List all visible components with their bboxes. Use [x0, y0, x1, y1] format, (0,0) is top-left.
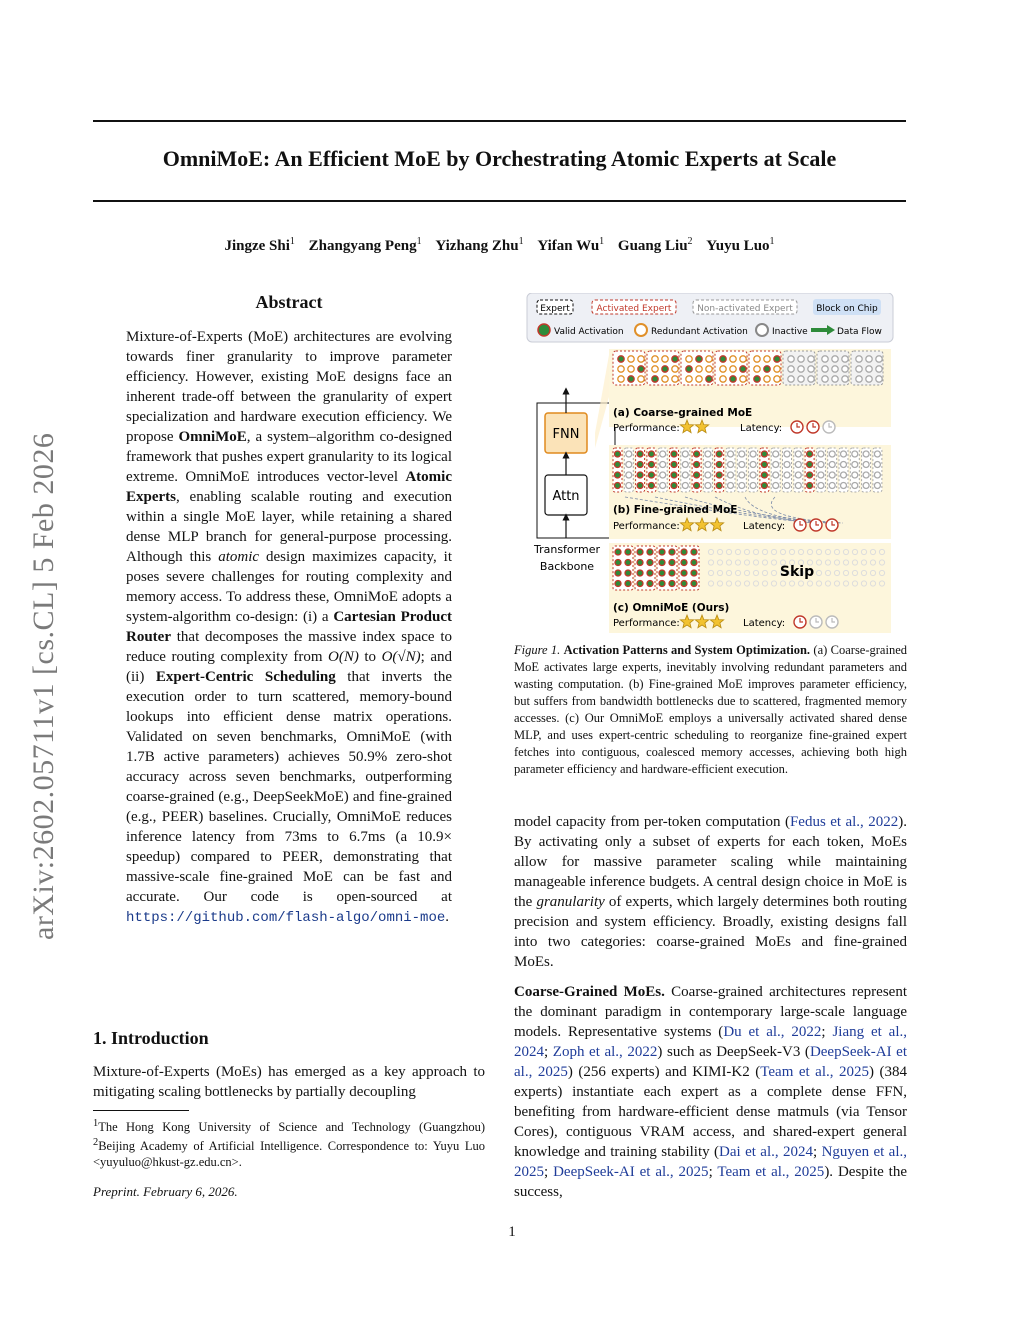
activation-dot: [686, 366, 692, 372]
activation-dot: [829, 483, 835, 489]
activation-dot: [628, 366, 634, 372]
code-link[interactable]: https://github.com/flash-algo/omni-moe: [126, 910, 446, 926]
activation-dot: [754, 356, 760, 362]
activation-dot: [852, 462, 858, 468]
activation-dot: [832, 366, 838, 372]
author: Zhangyang Peng$^1$: [308, 236, 422, 254]
legend-inactive: Inactive: [772, 327, 808, 337]
activation-dot: [876, 356, 882, 362]
activation-dot: [662, 376, 668, 382]
activation-dot: [750, 472, 756, 478]
activation-dot: [696, 366, 702, 372]
activation-dot: [669, 560, 675, 566]
activation-dot: [740, 356, 746, 362]
right-paragraph-1: model capacity from per-token computation (Fedus et al., 2022). By activating only a subset of experts for each token, MoEs allow for massive parameter scaling while maintaining manageable inference budgets. A central design choice in MoE is the granularity of experts, which largely determines both routing precision and system efficiency. Broadly, existing designs fall into two categories: coarse-grained MoEs and fine-grained MoEs.: [514, 814, 908, 970]
activation-dot: [818, 472, 824, 478]
activation-dot: [863, 472, 869, 478]
activation-dot: [773, 483, 779, 489]
activation-dot: [615, 560, 621, 566]
page-number: 1: [508, 1224, 516, 1240]
activation-dot: [841, 472, 847, 478]
activation-dot: [829, 472, 835, 478]
panel-a-title: (a) Coarse-grained MoE: [613, 407, 753, 419]
activation-dot: [637, 472, 643, 478]
activation-dot: [637, 581, 643, 587]
activation-dot: [716, 451, 722, 457]
activation-dot: [669, 549, 675, 555]
activation-dot: [730, 356, 736, 362]
activation-dot: [764, 356, 770, 362]
activation-dot: [659, 581, 665, 587]
activation-dot: [652, 356, 658, 362]
activation-dot: [876, 376, 882, 382]
footnote-rule: [93, 1110, 189, 1111]
arxiv-identifier: arXiv:2602.05711v1 [cs.CL] 5 Feb 2026: [27, 432, 60, 940]
activation-dot: [681, 549, 687, 555]
citation-link[interactable]: Fedus et al., 2022: [789, 814, 899, 830]
activation-dot: [628, 356, 634, 362]
activation-dot: [672, 376, 678, 382]
legend-dataflow: Data Flow: [837, 327, 882, 337]
activation-dot: [660, 451, 666, 457]
activation-dot: [754, 366, 760, 372]
activation-dot: [648, 451, 654, 457]
activation-dot: [637, 549, 643, 555]
activation-dot: [863, 462, 869, 468]
activation-dot: [795, 472, 801, 478]
citation-link[interactable]: Du et al., 2022: [723, 1024, 822, 1040]
activation-dot: [829, 451, 835, 457]
figure-activation-patterns: [525, 293, 900, 638]
activation-dot: [798, 376, 804, 382]
activation-dot: [740, 366, 746, 372]
activation-dot: [672, 356, 678, 362]
activation-dot: [615, 549, 621, 555]
citation-link[interactable]: Nguyen et al., 2025: [514, 1144, 907, 1180]
legend-inactive-icon: [756, 324, 768, 336]
activation-dot: [694, 483, 700, 489]
activation-dot: [774, 356, 780, 362]
activation-dot: [761, 451, 767, 457]
activation-dot: [647, 549, 653, 555]
author: Yizhang Zhu$^1$: [435, 236, 524, 254]
activation-dot: [625, 570, 631, 576]
activation-dot: [788, 366, 794, 372]
activation-dot: [681, 570, 687, 576]
citation-link[interactable]: Team et al., 2025: [717, 1164, 825, 1180]
activation-dot: [615, 451, 621, 457]
activation-dot: [691, 581, 697, 587]
activation-dot: [706, 356, 712, 362]
activation-dot: [818, 451, 824, 457]
activation-dot: [874, 483, 880, 489]
activation-dot: [739, 462, 745, 468]
legend-activated: Activated Expert: [596, 304, 672, 314]
activation-dot: [615, 472, 621, 478]
activation-dot: [647, 560, 653, 566]
activation-dot: [626, 472, 632, 478]
activation-dot: [648, 462, 654, 468]
activation-dot: [625, 549, 631, 555]
activation-dot: [750, 462, 756, 468]
activation-dot: [773, 462, 779, 468]
activation-dot: [637, 451, 643, 457]
activation-dot: [662, 366, 668, 372]
figure-caption: Figure 1. Activation Patterns and System Optimization. (a) Coarse-grained MoE activates large experts, inevitably involving redundant parameters and wasting computation. (b) Fine-grained MoE improves parameter efficiency, but suffers from bandwidth bottlenecks due to scattered, fragmented memory accesses. (c) Our OmniMoE employs a universally activated shared dense MLP, and uses expert-centric scheduling to reorganize fine-grained expert fetches into contiguous, coalesced memory accesses, achieving both high parameter efficiency and hardware-efficient execution.: [514, 643, 908, 776]
abstract-body: Mixture-of-Experts (MoE) architectures are evolving towards finer granularity to improve parameter efficiency. However, existing MoE designs face an inherent trade-off between the granularity of expert specialization and hardware execution efficiency. We propose OmniMoE, a system–algorithm co-designed framework that pushes expert granularity to its logical extreme. OmniMoE introduces vector-level Atomic Experts, enabling scalable routing and execution within a single MoE layer, while retaining a shared dense MLP branch for general-purpose processing. Although this atomic design maximizes capacity, it poses severe challenges for routing complexity and memory access. To address these, OmniMoE adopts a system-algorithm co-design: (i) a Cartesian Product Router that decomposes the massive index space to reduce routing complexity from O(N) to O(√N); and (ii) Expert-Centric Scheduling that inverts the execution order to turn scattered, memory-bound lookups into efficient dense matrix operations. Validated on seven benchmarks, OmniMoE (with 1.7B active parameters) achieves 50.9% zero-shot accuracy across seven benchmarks, outperforming coarse-grained (e.g., DeepSeekMoE) and fine-grained (e.g., PEER) baselines. Crucially, OmniMoE reduces inference latency from 73ms to 6.7ms (a 10.9× speedup) compared to PEER, demonstrating that massive-scale fine-grained MoE can be fast and accurate. Our code is open-sourced at https://github.com/flash-algo/omni-moe.: [126, 329, 453, 926]
activation-dot: [671, 472, 677, 478]
activation-dot: [671, 462, 677, 468]
activation-dot: [720, 376, 726, 382]
activation-dot: [773, 451, 779, 457]
activation-dot: [705, 451, 711, 457]
activation-dot: [705, 462, 711, 468]
preprint-note: Preprint. February 6, 2026.: [93, 1184, 238, 1199]
intro-paragraph: Mixture-of-Experts (MoEs) has emerged as a key approach to mitigating scaling bottlenecks by partially decoupling: [93, 1064, 485, 1100]
panel-a-latency: Latency:: [740, 423, 783, 434]
activation-dot: [808, 366, 814, 372]
activation-dot: [842, 376, 848, 382]
activation-dot: [739, 472, 745, 478]
activation-dot: [730, 376, 736, 382]
backbone-label-line1: Transformer: [533, 543, 601, 556]
activation-dot: [662, 356, 668, 362]
activation-dot: [795, 462, 801, 468]
activation-dot: [807, 472, 813, 478]
activation-dot: [682, 483, 688, 489]
attn-label: Attn: [552, 489, 580, 504]
activation-dot: [739, 451, 745, 457]
activation-dot: [686, 376, 692, 382]
activation-dot: [784, 451, 790, 457]
activation-dot: [728, 462, 734, 468]
activation-dot: [672, 366, 678, 372]
activation-dot: [750, 483, 756, 489]
activation-dot: [842, 356, 848, 362]
activation-dot: [615, 462, 621, 468]
citation-link[interactable]: Zoph et al., 2022: [552, 1044, 658, 1060]
activation-dot: [637, 560, 643, 566]
panel-c-performance: Performance:: [613, 618, 680, 629]
activation-dot: [728, 472, 734, 478]
affiliation-footnote: $^1$The Hong Kong University of Science and Technology (Guangzhou) $^2$Beijing Academy of Artificial Intelligence. Correspondence to: Yuyu Luo <yuyuluo@hkust-gz.edu.cn>.: [93, 1118, 485, 1170]
activation-dot: [761, 462, 767, 468]
author: Yuyu Luo$^1$: [706, 236, 775, 254]
activation-dot: [795, 451, 801, 457]
activation-dot: [754, 376, 760, 382]
activation-dot: [705, 483, 711, 489]
activation-dot: [648, 472, 654, 478]
activation-dot: [784, 472, 790, 478]
activation-dot: [822, 356, 828, 362]
activation-dot: [691, 570, 697, 576]
section-heading-introduction: 1. Introduction: [93, 1028, 209, 1048]
activation-dot: [659, 549, 665, 555]
activation-dot: [764, 366, 770, 372]
activation-dot: [740, 376, 746, 382]
activation-dot: [637, 462, 643, 468]
activation-dot: [626, 462, 632, 468]
activation-dot: [841, 451, 847, 457]
top-rule: [93, 120, 906, 122]
activation-dot: [671, 451, 677, 457]
activation-dot: [638, 356, 644, 362]
activation-dot: [841, 462, 847, 468]
activation-dot: [852, 472, 858, 478]
activation-dot: [660, 462, 666, 468]
activation-dot: [638, 376, 644, 382]
activation-dot: [696, 376, 702, 382]
activation-dot: [671, 483, 677, 489]
activation-dot: [874, 451, 880, 457]
activation-dot: [784, 483, 790, 489]
activation-dot: [788, 356, 794, 362]
activation-dot: [808, 376, 814, 382]
activation-dot: [818, 462, 824, 468]
activation-dot: [720, 366, 726, 372]
skip-label: Skip: [779, 564, 815, 580]
activation-dot: [822, 376, 828, 382]
activation-dot: [866, 376, 872, 382]
activation-dot: [852, 483, 858, 489]
activation-dot: [866, 366, 872, 372]
activation-dot: [807, 462, 813, 468]
activation-dot: [764, 376, 770, 382]
citation-link[interactable]: DeepSeek-AI et al., 2025: [553, 1164, 709, 1180]
activation-dot: [874, 472, 880, 478]
panel-c-latency: Latency:: [743, 618, 786, 629]
activation-dot: [795, 483, 801, 489]
panel-b-latency: Latency:: [743, 521, 786, 532]
activation-dot: [691, 560, 697, 566]
activation-dot: [829, 462, 835, 468]
activation-dot: [626, 483, 632, 489]
activation-dot: [856, 356, 862, 362]
activation-dot: [822, 366, 828, 372]
activation-dot: [659, 560, 665, 566]
activation-dot: [625, 581, 631, 587]
activation-dot: [681, 560, 687, 566]
activation-dot: [696, 356, 702, 362]
activation-dot: [798, 356, 804, 362]
activation-dot: [618, 356, 624, 362]
activation-dot: [728, 483, 734, 489]
activation-dot: [852, 451, 858, 457]
activation-dot: [647, 581, 653, 587]
activation-dot: [648, 483, 654, 489]
backbone-label-line2: Backbone: [539, 560, 595, 573]
activation-dot: [728, 451, 734, 457]
activation-dot: [652, 366, 658, 372]
activation-dot: [761, 472, 767, 478]
activation-dot: [716, 472, 722, 478]
activation-dot: [615, 483, 621, 489]
paper-title: OmniMoE: An Efficient MoE by Orchestrating Atomic Experts at Scale: [162, 146, 837, 171]
panel-b-performance: Performance:: [613, 521, 680, 532]
author: Yifan Wu$^1$: [537, 236, 605, 254]
activation-dot: [706, 366, 712, 372]
legend-valid-icon: [538, 324, 550, 336]
activation-dot: [647, 570, 653, 576]
activation-dot: [615, 570, 621, 576]
activation-dot: [807, 451, 813, 457]
activation-dot: [638, 366, 644, 372]
activation-dot: [863, 451, 869, 457]
activation-dot: [856, 376, 862, 382]
activation-dot: [618, 366, 624, 372]
activation-dot: [669, 570, 675, 576]
activation-dot: [841, 483, 847, 489]
activation-dot: [637, 483, 643, 489]
activation-dot: [706, 376, 712, 382]
activation-dot: [739, 483, 745, 489]
legend-redundant: Redundant Activation: [651, 327, 748, 337]
activation-dot: [694, 451, 700, 457]
activation-dot: [615, 581, 621, 587]
activation-dot: [856, 366, 862, 372]
citation-link[interactable]: Team et al., 2025: [760, 1064, 870, 1080]
activation-dot: [842, 366, 848, 372]
activation-dot: [750, 451, 756, 457]
activation-dot: [669, 581, 675, 587]
legend-expert: Expert: [540, 304, 570, 314]
activation-dot: [660, 472, 666, 478]
panel-b-title: (b) Fine-grained MoE: [613, 504, 738, 516]
fnn-label: FNN: [552, 427, 580, 442]
author-list: [93, 236, 906, 255]
activation-dot: [808, 356, 814, 362]
activation-dot: [682, 451, 688, 457]
activation-dot: [626, 451, 632, 457]
right-paragraph-2: Coarse-Grained MoEs. Coarse-grained architectures represent the dominant paradigm in contemporary large-scale language models. Representative systems (Du et al., 2022; Jiang et al., 2024; Zoph et al., 2022) such as DeepSeek-V3 (DeepSeek-AI et al., 2025) (256 experts) and KIMI-K2 (Team et al., 2025) (384 experts) instantiate each expert as a complete dense FFN, benefiting from hardware-efficient dense matmuls (via Tensor Cores), contiguous VRAM access, and shared-expert general knowledge and training stability (Dai et al., 2024; Nguyen et al., 2025; DeepSeek-AI et al., 2025; Team et al., 2025). Despite the success,: [514, 984, 908, 1200]
activation-dot: [876, 366, 882, 372]
activation-dot: [866, 356, 872, 362]
activation-dot: [788, 376, 794, 382]
citation-link[interactable]: Jiang et al., 2024: [514, 1024, 907, 1060]
author: Jingze Shi$^1$: [224, 236, 295, 254]
activation-dot: [774, 376, 780, 382]
activation-dot: [716, 483, 722, 489]
legend-valid: Valid Activation: [554, 327, 624, 337]
activation-dot: [637, 570, 643, 576]
abstract-heading: Abstract: [255, 292, 323, 312]
activation-dot: [618, 376, 624, 382]
activation-dot: [832, 356, 838, 362]
legend-block: Block on Chip: [816, 304, 878, 314]
legend-redundant-icon: [635, 324, 647, 336]
activation-dot: [625, 560, 631, 566]
activation-dot: [694, 472, 700, 478]
citation-link[interactable]: DeepSeek-AI et al., 2025: [514, 1044, 907, 1080]
activation-dot: [681, 581, 687, 587]
activation-dot: [874, 462, 880, 468]
author: Guang Liu$^2$: [617, 236, 693, 254]
legend-non-activated: Non-activated Expert: [697, 304, 793, 314]
activation-dot: [716, 462, 722, 468]
activation-dot: [761, 483, 767, 489]
activation-dot: [705, 472, 711, 478]
title-bottom-rule: [93, 200, 906, 202]
activation-dot: [863, 483, 869, 489]
activation-dot: [818, 483, 824, 489]
citation-link[interactable]: Dai et al., 2024: [719, 1144, 814, 1160]
activation-dot: [784, 462, 790, 468]
activation-dot: [774, 366, 780, 372]
activation-dot: [652, 376, 658, 382]
activation-dot: [660, 483, 666, 489]
activation-dot: [659, 570, 665, 576]
activation-dot: [832, 376, 838, 382]
activation-dot: [628, 376, 634, 382]
panel-a-performance: Performance:: [613, 423, 680, 434]
panel-c-title: (c) OmniMoE (Ours): [613, 602, 730, 614]
activation-dot: [686, 356, 692, 362]
activation-dot: [720, 356, 726, 362]
activation-dot: [798, 366, 804, 372]
activation-dot: [694, 462, 700, 468]
activation-dot: [682, 472, 688, 478]
activation-dot: [691, 549, 697, 555]
activation-dot: [807, 483, 813, 489]
activation-dot: [682, 462, 688, 468]
activation-dot: [730, 366, 736, 372]
activation-dot: [773, 472, 779, 478]
